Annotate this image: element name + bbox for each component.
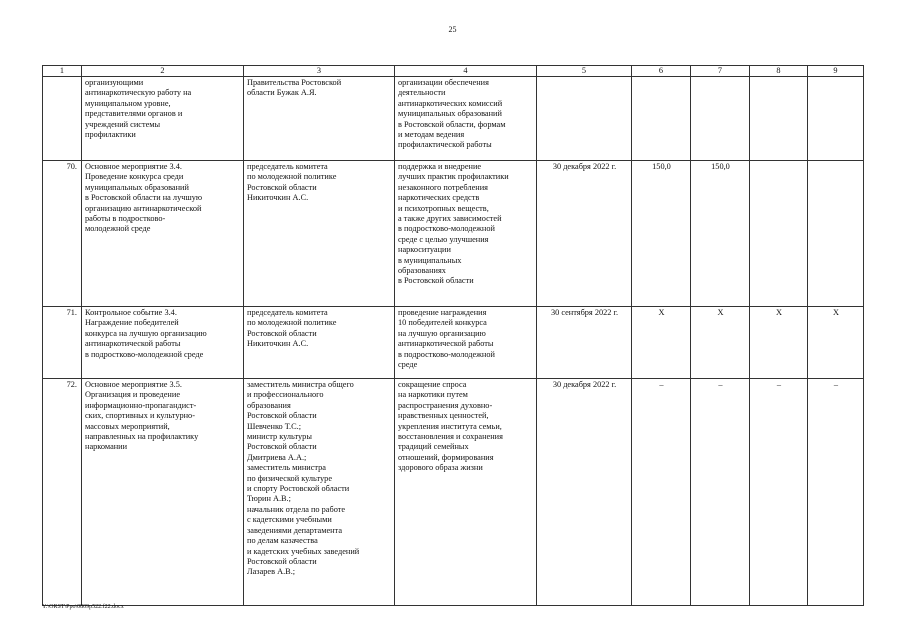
value-cell-9 bbox=[808, 77, 864, 161]
column-header: 7 bbox=[691, 66, 750, 77]
row-number: 72. bbox=[43, 379, 82, 606]
column-header: 9 bbox=[808, 66, 864, 77]
row-number bbox=[43, 77, 82, 161]
table-row bbox=[43, 77, 864, 161]
responsible-cell: председатель комитета по молодежной политике Ростовской области Никиточкин А.С. bbox=[244, 307, 395, 379]
column-header: 3 bbox=[244, 66, 395, 77]
column-header: 2 bbox=[82, 66, 244, 77]
column-header: 6 bbox=[632, 66, 691, 77]
column-header: 8 bbox=[750, 66, 808, 77]
date-cell bbox=[537, 77, 632, 161]
value-cell-8 bbox=[750, 161, 808, 307]
date-cell: 30 декабря 2022 г. bbox=[537, 379, 632, 606]
value-cell-7: X bbox=[691, 307, 750, 379]
value-cell-8: X bbox=[750, 307, 808, 379]
row-number: 70. bbox=[43, 161, 82, 307]
column-header: 5 bbox=[537, 66, 632, 77]
value-cell-6: 150,0 bbox=[632, 161, 691, 307]
column-header: 4 bbox=[395, 66, 537, 77]
value-cell-9: X bbox=[808, 307, 864, 379]
date-cell: 30 сентября 2022 г. bbox=[537, 307, 632, 379]
event-cell: Основное мероприятие 3.5. Организация и проведение информационно-пропагандист- ских, спортивных и культурно- массовых мероприятий, направленных на профилактику наркомании bbox=[82, 379, 244, 606]
column-number-row bbox=[43, 66, 864, 77]
file-path-footer: Y:\ORST\Ppo\0809p522.f22.docx bbox=[42, 604, 124, 610]
value-cell-8 bbox=[750, 77, 808, 161]
table-row bbox=[43, 307, 864, 379]
value-cell-6: – bbox=[632, 379, 691, 606]
value-cell-7 bbox=[691, 77, 750, 161]
event-cell: Контрольное событие 3.4. Награждение победителей конкурса на лучшую организацию антинаркотической работы в подростково-молодежной среде bbox=[82, 307, 244, 379]
result-cell: сокращение спроса на наркотики путем распространения духовно- нравственных ценностей, укрепления института семьи, восстановления и сохранения традиций семейных отношений, формирования здорового образа жизни bbox=[395, 379, 537, 606]
value-cell-7: 150,0 bbox=[691, 161, 750, 307]
event-cell: организующими антинаркотическую работу на муниципальном уровне, представителями органов и учреждений системы профилактики bbox=[82, 77, 244, 161]
column-header: 1 bbox=[43, 66, 82, 77]
table-row bbox=[43, 161, 864, 307]
page-number: 25 bbox=[448, 25, 457, 34]
result-cell: поддержка и внедрение лучших практик профилактики незаконного потребления наркотических средств и психотропных веществ, а также других зависимостей в подростково-молодежной среде с целью улучшения наркоситуации в муниципальных образованиях в Ростовской области bbox=[395, 161, 537, 307]
value-cell-6 bbox=[632, 77, 691, 161]
row-number: 71. bbox=[43, 307, 82, 379]
activities-table bbox=[42, 65, 864, 606]
event-cell: Основное мероприятие 3.4. Проведение конкурса среди муниципальных образований в Ростовской области на лучшую организацию антинаркотической работы в подростково- молодежной среде bbox=[82, 161, 244, 307]
table-row bbox=[43, 379, 864, 606]
responsible-cell: председатель комитета по молодежной политике Ростовской области Никиточкин А.С. bbox=[244, 161, 395, 307]
result-cell: проведение награждения 10 победителей конкурса на лучшую организацию антинаркотической работы в подростково-молодежной среде bbox=[395, 307, 537, 379]
value-cell-7: – bbox=[691, 379, 750, 606]
value-cell-6: X bbox=[632, 307, 691, 379]
value-cell-9 bbox=[808, 161, 864, 307]
responsible-cell: Правительства Ростовской области Бужак А.Я. bbox=[244, 77, 395, 161]
value-cell-8: – bbox=[750, 379, 808, 606]
date-cell: 30 декабря 2022 г. bbox=[537, 161, 632, 307]
result-cell: организации обеспечения деятельности антинаркотических комиссий муниципальных образований в Ростовской области, формам и методам ведения профилактической работы bbox=[395, 77, 537, 161]
responsible-cell: заместитель министра общего и профессионального образования Ростовской области Шевченко Т.С.; министр культуры Ростовской области Дмитриева А.А.; заместитель министра по физической культуре и спорту Ростовской области Тюрин А.В.; начальник отдела по работе с кадетскими учебными заведениями департамента по делам казачества и кадетских учебных заведений Ростовской области Лазарев А.В.; bbox=[244, 379, 395, 606]
value-cell-9: – bbox=[808, 379, 864, 606]
